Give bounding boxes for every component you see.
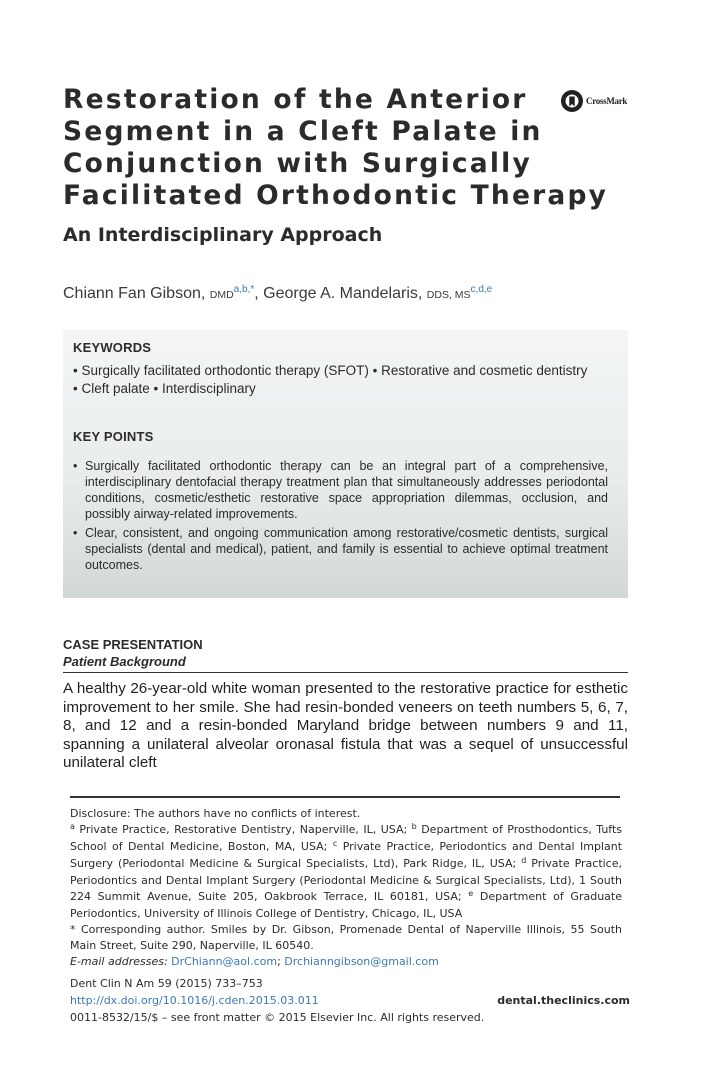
crossmark-badge[interactable] <box>560 89 627 113</box>
email-link[interactable]: DrChiann@aol.com <box>171 955 278 968</box>
section-heading: CASE PRESENTATION <box>63 637 203 652</box>
affiliations: $^a$ Private Practice, Restorative Dentistry, Naperville, IL, USA; $^b$ Department of Prosthodontics, Tufts School of Dental Medicine, Boston, MA, USA; $^c$ Private Practice, Periodontics and Dental Implant Surgery (Periodontal Medicine & Surgical Specialists, Ltd), Park Ridge, IL, USA; $^d$ Private Practice, Periodontics and Dental Implant Surgery (Periodontal Medicine & Surgical Specialists, Ltd), 1 South 224 Summit Avenue, Suite 205, Oakbrook Terrace, IL 60181, USA; $^e$ Department of Graduate Periodontics, University of Illinois College of Dentistry, Chicago, IL, USA <box>70 822 623 920</box>
key-point-text: Surgically facilitated orthodontic therapy can be an integral part of a comprehensive, interdisciplinary dentofacial therapy treatment plan that simultaneously addresses periodontal conditions, cosmetic/esthetic restorative space appropriation dilemmas, occlusion, and possibly airway-related improvements. <box>85 459 608 521</box>
crossmark-label: CrossMark <box>586 96 628 106</box>
section-divider <box>63 672 628 673</box>
crossmark-icon <box>560 89 584 113</box>
journal-info <box>70 975 630 1026</box>
author-affiliation-marks[interactable]: a,b,* <box>233 284 255 295</box>
author-affiliation-marks[interactable]: c,d,e <box>470 284 493 295</box>
body-paragraph: A healthy 26-year-old white woman presented to the restorative practice for esthetic improvement to her smile. She had resin-bonded veneers on teeth numbers 5, 6, 7, 8, and 12 and a resin-bonded Maryland bridge between numbers 9 and 11, spanning a unilateral alveolar oronasal fistula that was a sequel of unsuccessful unilateral cleft <box>63 680 628 771</box>
key-points-heading: KEY POINTS <box>73 429 154 444</box>
section-subheading: Patient Background <box>63 654 186 669</box>
journal-website[interactable]: dental.theclinics.com <box>497 994 630 1007</box>
author-name: Chiann Fan Gibson <box>63 285 201 302</box>
author-degrees: DDS, MS <box>426 289 471 301</box>
email-label: E-mail addresses: <box>70 955 168 968</box>
footnote-divider <box>70 796 620 798</box>
bullet-icon: • <box>73 526 78 540</box>
disclosure: Disclosure: The authors have no conflicts of interest. <box>70 807 361 820</box>
bullet-icon: • <box>73 459 78 473</box>
doi-link[interactable]: http://dx.doi.org/10.1016/j.cden.2015.03.011 <box>70 994 319 1007</box>
keywords-heading: KEYWORDS <box>73 340 152 355</box>
email-link[interactable]: Drchianngibson@gmail.com <box>284 955 439 968</box>
author-name: George A. Mandelaris <box>263 285 418 302</box>
key-point-text: Clear, consistent, and ongoing communication among restorative/cosmetic dentists, surgical specialists (dental and medical), patient, and family is essential to achieve optimal treatment outcomes. <box>85 526 608 572</box>
author-degrees: DMD <box>209 289 234 301</box>
author-line: Chiann Fan Gibson, DMD$^{a,b,*}$, George A. Mandelaris, DDS, MS$^{c,d,e}$ <box>63 284 493 302</box>
keywords-line: • Cleft palate • Interdisciplinary <box>73 381 256 396</box>
article-subtitle: An Interdisciplinary Approach <box>63 224 383 246</box>
copyright: 0011-8532/15/$ – see front matter © 2015 Elsevier Inc. All rights reserved. <box>70 1011 485 1024</box>
citation: Dent Clin N Am 59 (2015) 733–753 <box>70 977 263 990</box>
article-title: Restoration of the Anterior Segment in a Cleft Palate in Conjunction with Surgically Facilitated Orthodontic Therapy <box>63 84 609 211</box>
footnotes <box>70 806 622 970</box>
email-addresses: E-mail addresses: DrChiann@aol.com; Drchianngibson@gmail.com <box>70 955 439 968</box>
keywords-keypoints-box <box>63 330 628 598</box>
key-point-item <box>73 458 608 522</box>
key-point-item <box>73 525 608 573</box>
corresponding-author: * Corresponding author. Smiles by Dr. Gibson, Promenade Dental of Naperville Illinois, 55 South Main Street, Suite 290, Naperville, IL 60540. <box>70 923 622 952</box>
key-points-list <box>73 458 608 576</box>
keywords-line: • Surgically facilitated orthodontic therapy (SFOT) • Restorative and cosmetic dentistry <box>73 363 588 378</box>
